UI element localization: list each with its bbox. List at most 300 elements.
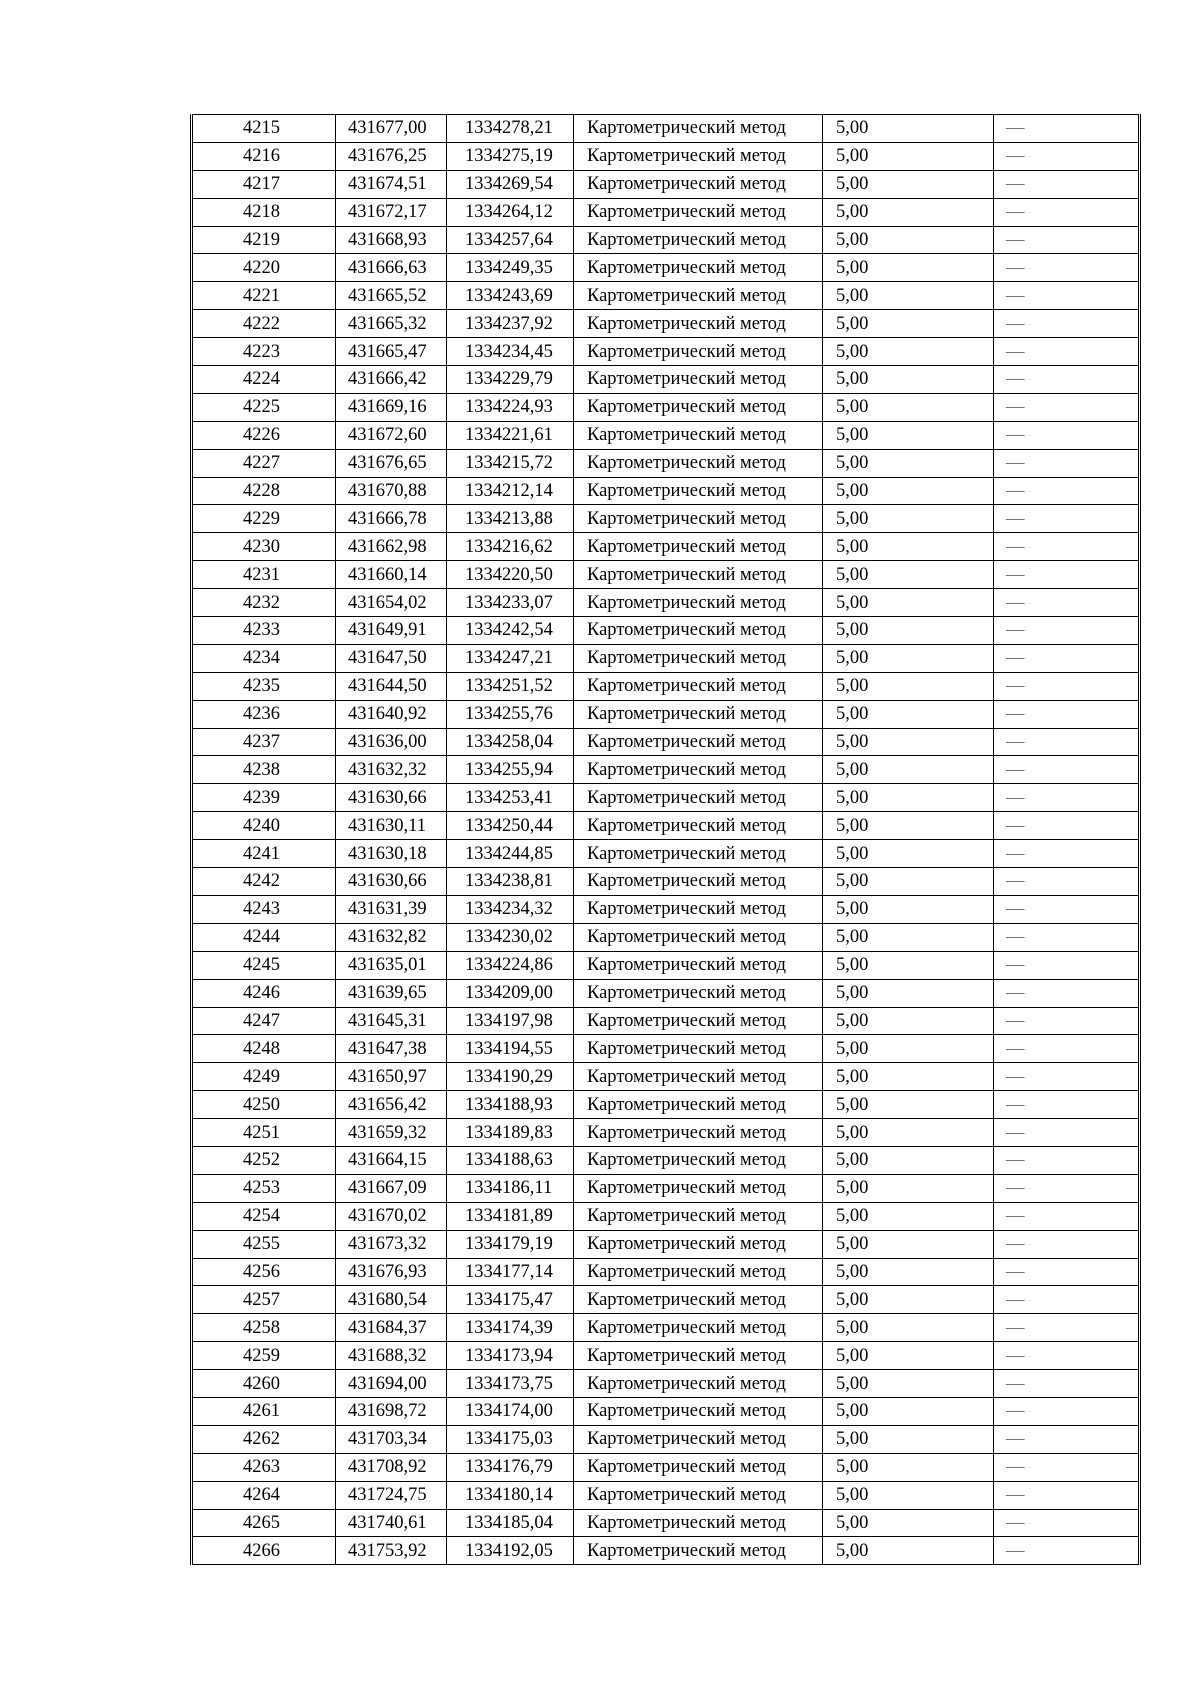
y-coordinate-cell: 1334175,03 xyxy=(447,1425,574,1453)
point-number-cell: 4240 xyxy=(192,812,336,840)
method-cell: Картометрический метод xyxy=(574,1314,823,1342)
x-coordinate-cell: 431672,60 xyxy=(336,421,447,449)
method-cell: Картометрический метод xyxy=(574,198,823,226)
x-coordinate-cell: 431665,52 xyxy=(336,282,447,310)
method-cell: Картометрический метод xyxy=(574,254,823,282)
y-coordinate-cell: 1334190,29 xyxy=(447,1063,574,1091)
method-cell: Картометрический метод xyxy=(574,812,823,840)
note-cell: — xyxy=(994,1397,1140,1425)
table-row xyxy=(192,115,1140,143)
x-coordinate-cell: 431694,00 xyxy=(336,1370,447,1398)
y-coordinate-cell: 1334234,45 xyxy=(447,338,574,366)
method-cell: Картометрический метод xyxy=(574,310,823,338)
accuracy-cell: 5,00 xyxy=(823,1370,994,1398)
method-cell: Картометрический метод xyxy=(574,505,823,533)
note-cell: — xyxy=(994,1035,1140,1063)
table-row xyxy=(192,617,1140,645)
point-number-cell: 4239 xyxy=(192,784,336,812)
y-coordinate-cell: 1334243,69 xyxy=(447,282,574,310)
y-coordinate-cell: 1334174,39 xyxy=(447,1314,574,1342)
point-number-cell: 4249 xyxy=(192,1063,336,1091)
method-cell: Картометрический метод xyxy=(574,895,823,923)
method-cell: Картометрический метод xyxy=(574,1425,823,1453)
method-cell: Картометрический метод xyxy=(574,1035,823,1063)
note-cell: — xyxy=(994,1007,1140,1035)
x-coordinate-cell: 431662,98 xyxy=(336,533,447,561)
note-cell: — xyxy=(994,1537,1140,1565)
accuracy-cell: 5,00 xyxy=(823,1230,994,1258)
y-coordinate-cell: 1334234,32 xyxy=(447,895,574,923)
method-cell: Картометрический метод xyxy=(574,393,823,421)
point-number-cell: 4252 xyxy=(192,1146,336,1174)
y-coordinate-cell: 1334251,52 xyxy=(447,672,574,700)
y-coordinate-cell: 1334209,00 xyxy=(447,979,574,1007)
x-coordinate-cell: 431656,42 xyxy=(336,1091,447,1119)
point-number-cell: 4261 xyxy=(192,1397,336,1425)
note-cell: — xyxy=(994,700,1140,728)
table-row xyxy=(192,728,1140,756)
y-coordinate-cell: 1334188,93 xyxy=(447,1091,574,1119)
y-coordinate-cell: 1334224,86 xyxy=(447,951,574,979)
y-coordinate-cell: 1334229,79 xyxy=(447,366,574,394)
point-number-cell: 4237 xyxy=(192,728,336,756)
y-coordinate-cell: 1334180,14 xyxy=(447,1481,574,1509)
point-number-cell: 4215 xyxy=(192,115,336,143)
y-coordinate-cell: 1334185,04 xyxy=(447,1509,574,1537)
x-coordinate-cell: 431688,32 xyxy=(336,1342,447,1370)
method-cell: Картометрический метод xyxy=(574,1230,823,1258)
method-cell: Картометрический метод xyxy=(574,1146,823,1174)
table-row xyxy=(192,1425,1140,1453)
table-row xyxy=(192,1091,1140,1119)
table-row xyxy=(192,338,1140,366)
accuracy-cell: 5,00 xyxy=(823,115,994,143)
table-row xyxy=(192,1314,1140,1342)
accuracy-cell: 5,00 xyxy=(823,1202,994,1230)
accuracy-cell: 5,00 xyxy=(823,421,994,449)
table-row xyxy=(192,784,1140,812)
accuracy-cell: 5,00 xyxy=(823,310,994,338)
table-row xyxy=(192,1007,1140,1035)
note-cell: — xyxy=(994,1286,1140,1314)
point-number-cell: 4258 xyxy=(192,1314,336,1342)
note-cell: — xyxy=(994,923,1140,951)
x-coordinate-cell: 431647,50 xyxy=(336,644,447,672)
method-cell: Картометрический метод xyxy=(574,840,823,868)
x-coordinate-cell: 431630,18 xyxy=(336,840,447,868)
point-number-cell: 4231 xyxy=(192,561,336,589)
accuracy-cell: 5,00 xyxy=(823,505,994,533)
x-coordinate-cell: 431644,50 xyxy=(336,672,447,700)
method-cell: Картометрический метод xyxy=(574,1342,823,1370)
note-cell: — xyxy=(994,1146,1140,1174)
note-cell: — xyxy=(994,895,1140,923)
accuracy-cell: 5,00 xyxy=(823,1007,994,1035)
accuracy-cell: 5,00 xyxy=(823,1063,994,1091)
accuracy-cell: 5,00 xyxy=(823,254,994,282)
y-coordinate-cell: 1334213,88 xyxy=(447,505,574,533)
x-coordinate-cell: 431708,92 xyxy=(336,1453,447,1481)
coordinates-table xyxy=(190,114,1141,1565)
note-cell: — xyxy=(994,393,1140,421)
table-row xyxy=(192,393,1140,421)
y-coordinate-cell: 1334244,85 xyxy=(447,840,574,868)
x-coordinate-cell: 431665,47 xyxy=(336,338,447,366)
x-coordinate-cell: 431640,92 xyxy=(336,700,447,728)
accuracy-cell: 5,00 xyxy=(823,1035,994,1063)
point-number-cell: 4217 xyxy=(192,170,336,198)
point-number-cell: 4266 xyxy=(192,1537,336,1565)
accuracy-cell: 5,00 xyxy=(823,812,994,840)
y-coordinate-cell: 1334249,35 xyxy=(447,254,574,282)
method-cell: Картометрический метод xyxy=(574,115,823,143)
note-cell: — xyxy=(994,533,1140,561)
note-cell: — xyxy=(994,1342,1140,1370)
method-cell: Картометрический метод xyxy=(574,1509,823,1537)
accuracy-cell: 5,00 xyxy=(823,868,994,896)
point-number-cell: 4222 xyxy=(192,310,336,338)
y-coordinate-cell: 1334269,54 xyxy=(447,170,574,198)
x-coordinate-cell: 431659,32 xyxy=(336,1119,447,1147)
note-cell: — xyxy=(994,1509,1140,1537)
table-row xyxy=(192,449,1140,477)
accuracy-cell: 5,00 xyxy=(823,198,994,226)
x-coordinate-cell: 431636,00 xyxy=(336,728,447,756)
point-number-cell: 4247 xyxy=(192,1007,336,1035)
x-coordinate-cell: 431698,72 xyxy=(336,1397,447,1425)
table-row xyxy=(192,421,1140,449)
accuracy-cell: 5,00 xyxy=(823,644,994,672)
method-cell: Картометрический метод xyxy=(574,1397,823,1425)
note-cell: — xyxy=(994,1258,1140,1286)
table-row xyxy=(192,1286,1140,1314)
point-number-cell: 4243 xyxy=(192,895,336,923)
point-number-cell: 4226 xyxy=(192,421,336,449)
note-cell: — xyxy=(994,1174,1140,1202)
accuracy-cell: 5,00 xyxy=(823,1314,994,1342)
x-coordinate-cell: 431645,31 xyxy=(336,1007,447,1035)
table-row xyxy=(192,700,1140,728)
table-row xyxy=(192,561,1140,589)
x-coordinate-cell: 431670,02 xyxy=(336,1202,447,1230)
point-number-cell: 4235 xyxy=(192,672,336,700)
method-cell: Картометрический метод xyxy=(574,421,823,449)
accuracy-cell: 5,00 xyxy=(823,979,994,1007)
note-cell: — xyxy=(994,115,1140,143)
table-row xyxy=(192,589,1140,617)
accuracy-cell: 5,00 xyxy=(823,449,994,477)
accuracy-cell: 5,00 xyxy=(823,756,994,784)
point-number-cell: 4230 xyxy=(192,533,336,561)
x-coordinate-cell: 431630,66 xyxy=(336,784,447,812)
method-cell: Картометрический метод xyxy=(574,477,823,505)
accuracy-cell: 5,00 xyxy=(823,1537,994,1565)
method-cell: Картометрический метод xyxy=(574,784,823,812)
note-cell: — xyxy=(994,728,1140,756)
y-coordinate-cell: 1334278,21 xyxy=(447,115,574,143)
note-cell: — xyxy=(994,1481,1140,1509)
note-cell: — xyxy=(994,142,1140,170)
accuracy-cell: 5,00 xyxy=(823,784,994,812)
point-number-cell: 4233 xyxy=(192,617,336,645)
y-coordinate-cell: 1334194,55 xyxy=(447,1035,574,1063)
y-coordinate-cell: 1334255,94 xyxy=(447,756,574,784)
method-cell: Картометрический метод xyxy=(574,728,823,756)
table-row xyxy=(192,533,1140,561)
method-cell: Картометрический метод xyxy=(574,142,823,170)
y-coordinate-cell: 1334192,05 xyxy=(447,1537,574,1565)
accuracy-cell: 5,00 xyxy=(823,282,994,310)
table-row xyxy=(192,1035,1140,1063)
y-coordinate-cell: 1334173,94 xyxy=(447,1342,574,1370)
table-row xyxy=(192,951,1140,979)
x-coordinate-cell: 431724,75 xyxy=(336,1481,447,1509)
x-coordinate-cell: 431680,54 xyxy=(336,1286,447,1314)
table-row xyxy=(192,477,1140,505)
y-coordinate-cell: 1334258,04 xyxy=(447,728,574,756)
point-number-cell: 4256 xyxy=(192,1258,336,1286)
y-coordinate-cell: 1334189,83 xyxy=(447,1119,574,1147)
coordinates-table-body xyxy=(192,115,1140,1565)
x-coordinate-cell: 431703,34 xyxy=(336,1425,447,1453)
note-cell: — xyxy=(994,1425,1140,1453)
note-cell: — xyxy=(994,617,1140,645)
method-cell: Картометрический метод xyxy=(574,1286,823,1314)
table-row xyxy=(192,366,1140,394)
point-number-cell: 4219 xyxy=(192,226,336,254)
table-row xyxy=(192,1063,1140,1091)
x-coordinate-cell: 431632,32 xyxy=(336,756,447,784)
table-row xyxy=(192,1146,1140,1174)
y-coordinate-cell: 1334188,63 xyxy=(447,1146,574,1174)
point-number-cell: 4257 xyxy=(192,1286,336,1314)
accuracy-cell: 5,00 xyxy=(823,1397,994,1425)
point-number-cell: 4254 xyxy=(192,1202,336,1230)
accuracy-cell: 5,00 xyxy=(823,700,994,728)
note-cell: — xyxy=(994,589,1140,617)
method-cell: Картометрический метод xyxy=(574,672,823,700)
point-number-cell: 4221 xyxy=(192,282,336,310)
y-coordinate-cell: 1334175,47 xyxy=(447,1286,574,1314)
note-cell: — xyxy=(994,1314,1140,1342)
table-row xyxy=(192,812,1140,840)
point-number-cell: 4224 xyxy=(192,366,336,394)
x-coordinate-cell: 431666,78 xyxy=(336,505,447,533)
note-cell: — xyxy=(994,1063,1140,1091)
x-coordinate-cell: 431665,32 xyxy=(336,310,447,338)
x-coordinate-cell: 431672,17 xyxy=(336,198,447,226)
table-row xyxy=(192,226,1140,254)
accuracy-cell: 5,00 xyxy=(823,840,994,868)
accuracy-cell: 5,00 xyxy=(823,728,994,756)
point-number-cell: 4242 xyxy=(192,868,336,896)
table-row xyxy=(192,1202,1140,1230)
x-coordinate-cell: 431654,02 xyxy=(336,589,447,617)
method-cell: Картометрический метод xyxy=(574,533,823,561)
table-row xyxy=(192,254,1140,282)
method-cell: Картометрический метод xyxy=(574,923,823,951)
method-cell: Картометрический метод xyxy=(574,700,823,728)
note-cell: — xyxy=(994,1119,1140,1147)
note-cell: — xyxy=(994,366,1140,394)
y-coordinate-cell: 1334233,07 xyxy=(447,589,574,617)
note-cell: — xyxy=(994,1453,1140,1481)
note-cell: — xyxy=(994,338,1140,366)
x-coordinate-cell: 431647,38 xyxy=(336,1035,447,1063)
accuracy-cell: 5,00 xyxy=(823,561,994,589)
note-cell: — xyxy=(994,644,1140,672)
accuracy-cell: 5,00 xyxy=(823,1481,994,1509)
accuracy-cell: 5,00 xyxy=(823,142,994,170)
note-cell: — xyxy=(994,1230,1140,1258)
point-number-cell: 4241 xyxy=(192,840,336,868)
x-coordinate-cell: 431668,93 xyxy=(336,226,447,254)
table-row xyxy=(192,1453,1140,1481)
method-cell: Картометрический метод xyxy=(574,1481,823,1509)
point-number-cell: 4251 xyxy=(192,1119,336,1147)
method-cell: Картометрический метод xyxy=(574,644,823,672)
accuracy-cell: 5,00 xyxy=(823,1174,994,1202)
table-row xyxy=(192,282,1140,310)
accuracy-cell: 5,00 xyxy=(823,951,994,979)
method-cell: Картометрический метод xyxy=(574,1119,823,1147)
y-coordinate-cell: 1334238,81 xyxy=(447,868,574,896)
method-cell: Картометрический метод xyxy=(574,338,823,366)
y-coordinate-cell: 1334174,00 xyxy=(447,1397,574,1425)
note-cell: — xyxy=(994,170,1140,198)
note-cell: — xyxy=(994,254,1140,282)
x-coordinate-cell: 431666,63 xyxy=(336,254,447,282)
x-coordinate-cell: 431753,92 xyxy=(336,1537,447,1565)
table-row xyxy=(192,505,1140,533)
method-cell: Картометрический метод xyxy=(574,1537,823,1565)
accuracy-cell: 5,00 xyxy=(823,1286,994,1314)
x-coordinate-cell: 431664,15 xyxy=(336,1146,447,1174)
point-number-cell: 4234 xyxy=(192,644,336,672)
table-row xyxy=(192,1481,1140,1509)
x-coordinate-cell: 431631,39 xyxy=(336,895,447,923)
accuracy-cell: 5,00 xyxy=(823,477,994,505)
point-number-cell: 4250 xyxy=(192,1091,336,1119)
y-coordinate-cell: 1334216,62 xyxy=(447,533,574,561)
point-number-cell: 4253 xyxy=(192,1174,336,1202)
table-row xyxy=(192,1509,1140,1537)
point-number-cell: 4248 xyxy=(192,1035,336,1063)
method-cell: Картометрический метод xyxy=(574,1174,823,1202)
point-number-cell: 4238 xyxy=(192,756,336,784)
table-row xyxy=(192,1119,1140,1147)
point-number-cell: 4228 xyxy=(192,477,336,505)
note-cell: — xyxy=(994,672,1140,700)
method-cell: Картометрический метод xyxy=(574,170,823,198)
accuracy-cell: 5,00 xyxy=(823,533,994,561)
accuracy-cell: 5,00 xyxy=(823,1146,994,1174)
x-coordinate-cell: 431639,65 xyxy=(336,979,447,1007)
x-coordinate-cell: 431676,93 xyxy=(336,1258,447,1286)
y-coordinate-cell: 1334221,61 xyxy=(447,421,574,449)
table-row xyxy=(192,1174,1140,1202)
table-row xyxy=(192,1230,1140,1258)
method-cell: Картометрический метод xyxy=(574,282,823,310)
method-cell: Картометрический метод xyxy=(574,756,823,784)
x-coordinate-cell: 431674,51 xyxy=(336,170,447,198)
note-cell: — xyxy=(994,505,1140,533)
method-cell: Картометрический метод xyxy=(574,1007,823,1035)
x-coordinate-cell: 431630,66 xyxy=(336,868,447,896)
method-cell: Картометрический метод xyxy=(574,226,823,254)
note-cell: — xyxy=(994,198,1140,226)
accuracy-cell: 5,00 xyxy=(823,1509,994,1537)
y-coordinate-cell: 1334181,89 xyxy=(447,1202,574,1230)
method-cell: Картометрический метод xyxy=(574,1370,823,1398)
table-row xyxy=(192,1537,1140,1565)
note-cell: — xyxy=(994,421,1140,449)
y-coordinate-cell: 1334264,12 xyxy=(447,198,574,226)
accuracy-cell: 5,00 xyxy=(823,617,994,645)
method-cell: Картометрический метод xyxy=(574,617,823,645)
note-cell: — xyxy=(994,840,1140,868)
point-number-cell: 4246 xyxy=(192,979,336,1007)
accuracy-cell: 5,00 xyxy=(823,1091,994,1119)
table-row xyxy=(192,895,1140,923)
table-row xyxy=(192,1370,1140,1398)
table-row xyxy=(192,170,1140,198)
point-number-cell: 4218 xyxy=(192,198,336,226)
x-coordinate-cell: 431670,88 xyxy=(336,477,447,505)
note-cell: — xyxy=(994,449,1140,477)
point-number-cell: 4220 xyxy=(192,254,336,282)
method-cell: Картометрический метод xyxy=(574,1202,823,1230)
method-cell: Картометрический метод xyxy=(574,561,823,589)
note-cell: — xyxy=(994,784,1140,812)
point-number-cell: 4229 xyxy=(192,505,336,533)
y-coordinate-cell: 1334176,79 xyxy=(447,1453,574,1481)
method-cell: Картометрический метод xyxy=(574,868,823,896)
table-row xyxy=(192,840,1140,868)
y-coordinate-cell: 1334253,41 xyxy=(447,784,574,812)
accuracy-cell: 5,00 xyxy=(823,393,994,421)
accuracy-cell: 5,00 xyxy=(823,923,994,951)
y-coordinate-cell: 1334250,44 xyxy=(447,812,574,840)
y-coordinate-cell: 1334257,64 xyxy=(447,226,574,254)
note-cell: — xyxy=(994,282,1140,310)
x-coordinate-cell: 431667,09 xyxy=(336,1174,447,1202)
note-cell: — xyxy=(994,477,1140,505)
point-number-cell: 4244 xyxy=(192,923,336,951)
accuracy-cell: 5,00 xyxy=(823,1342,994,1370)
method-cell: Картометрический метод xyxy=(574,1258,823,1286)
point-number-cell: 4264 xyxy=(192,1481,336,1509)
method-cell: Картометрический метод xyxy=(574,366,823,394)
point-number-cell: 4265 xyxy=(192,1509,336,1537)
x-coordinate-cell: 431635,01 xyxy=(336,951,447,979)
y-coordinate-cell: 1334237,92 xyxy=(447,310,574,338)
y-coordinate-cell: 1334212,14 xyxy=(447,477,574,505)
x-coordinate-cell: 431673,32 xyxy=(336,1230,447,1258)
table-row xyxy=(192,1258,1140,1286)
y-coordinate-cell: 1334230,02 xyxy=(447,923,574,951)
method-cell: Картометрический метод xyxy=(574,449,823,477)
table-row xyxy=(192,923,1140,951)
accuracy-cell: 5,00 xyxy=(823,895,994,923)
accuracy-cell: 5,00 xyxy=(823,1119,994,1147)
y-coordinate-cell: 1334197,98 xyxy=(447,1007,574,1035)
accuracy-cell: 5,00 xyxy=(823,226,994,254)
table-row xyxy=(192,310,1140,338)
note-cell: — xyxy=(994,868,1140,896)
table-row xyxy=(192,142,1140,170)
x-coordinate-cell: 431650,97 xyxy=(336,1063,447,1091)
